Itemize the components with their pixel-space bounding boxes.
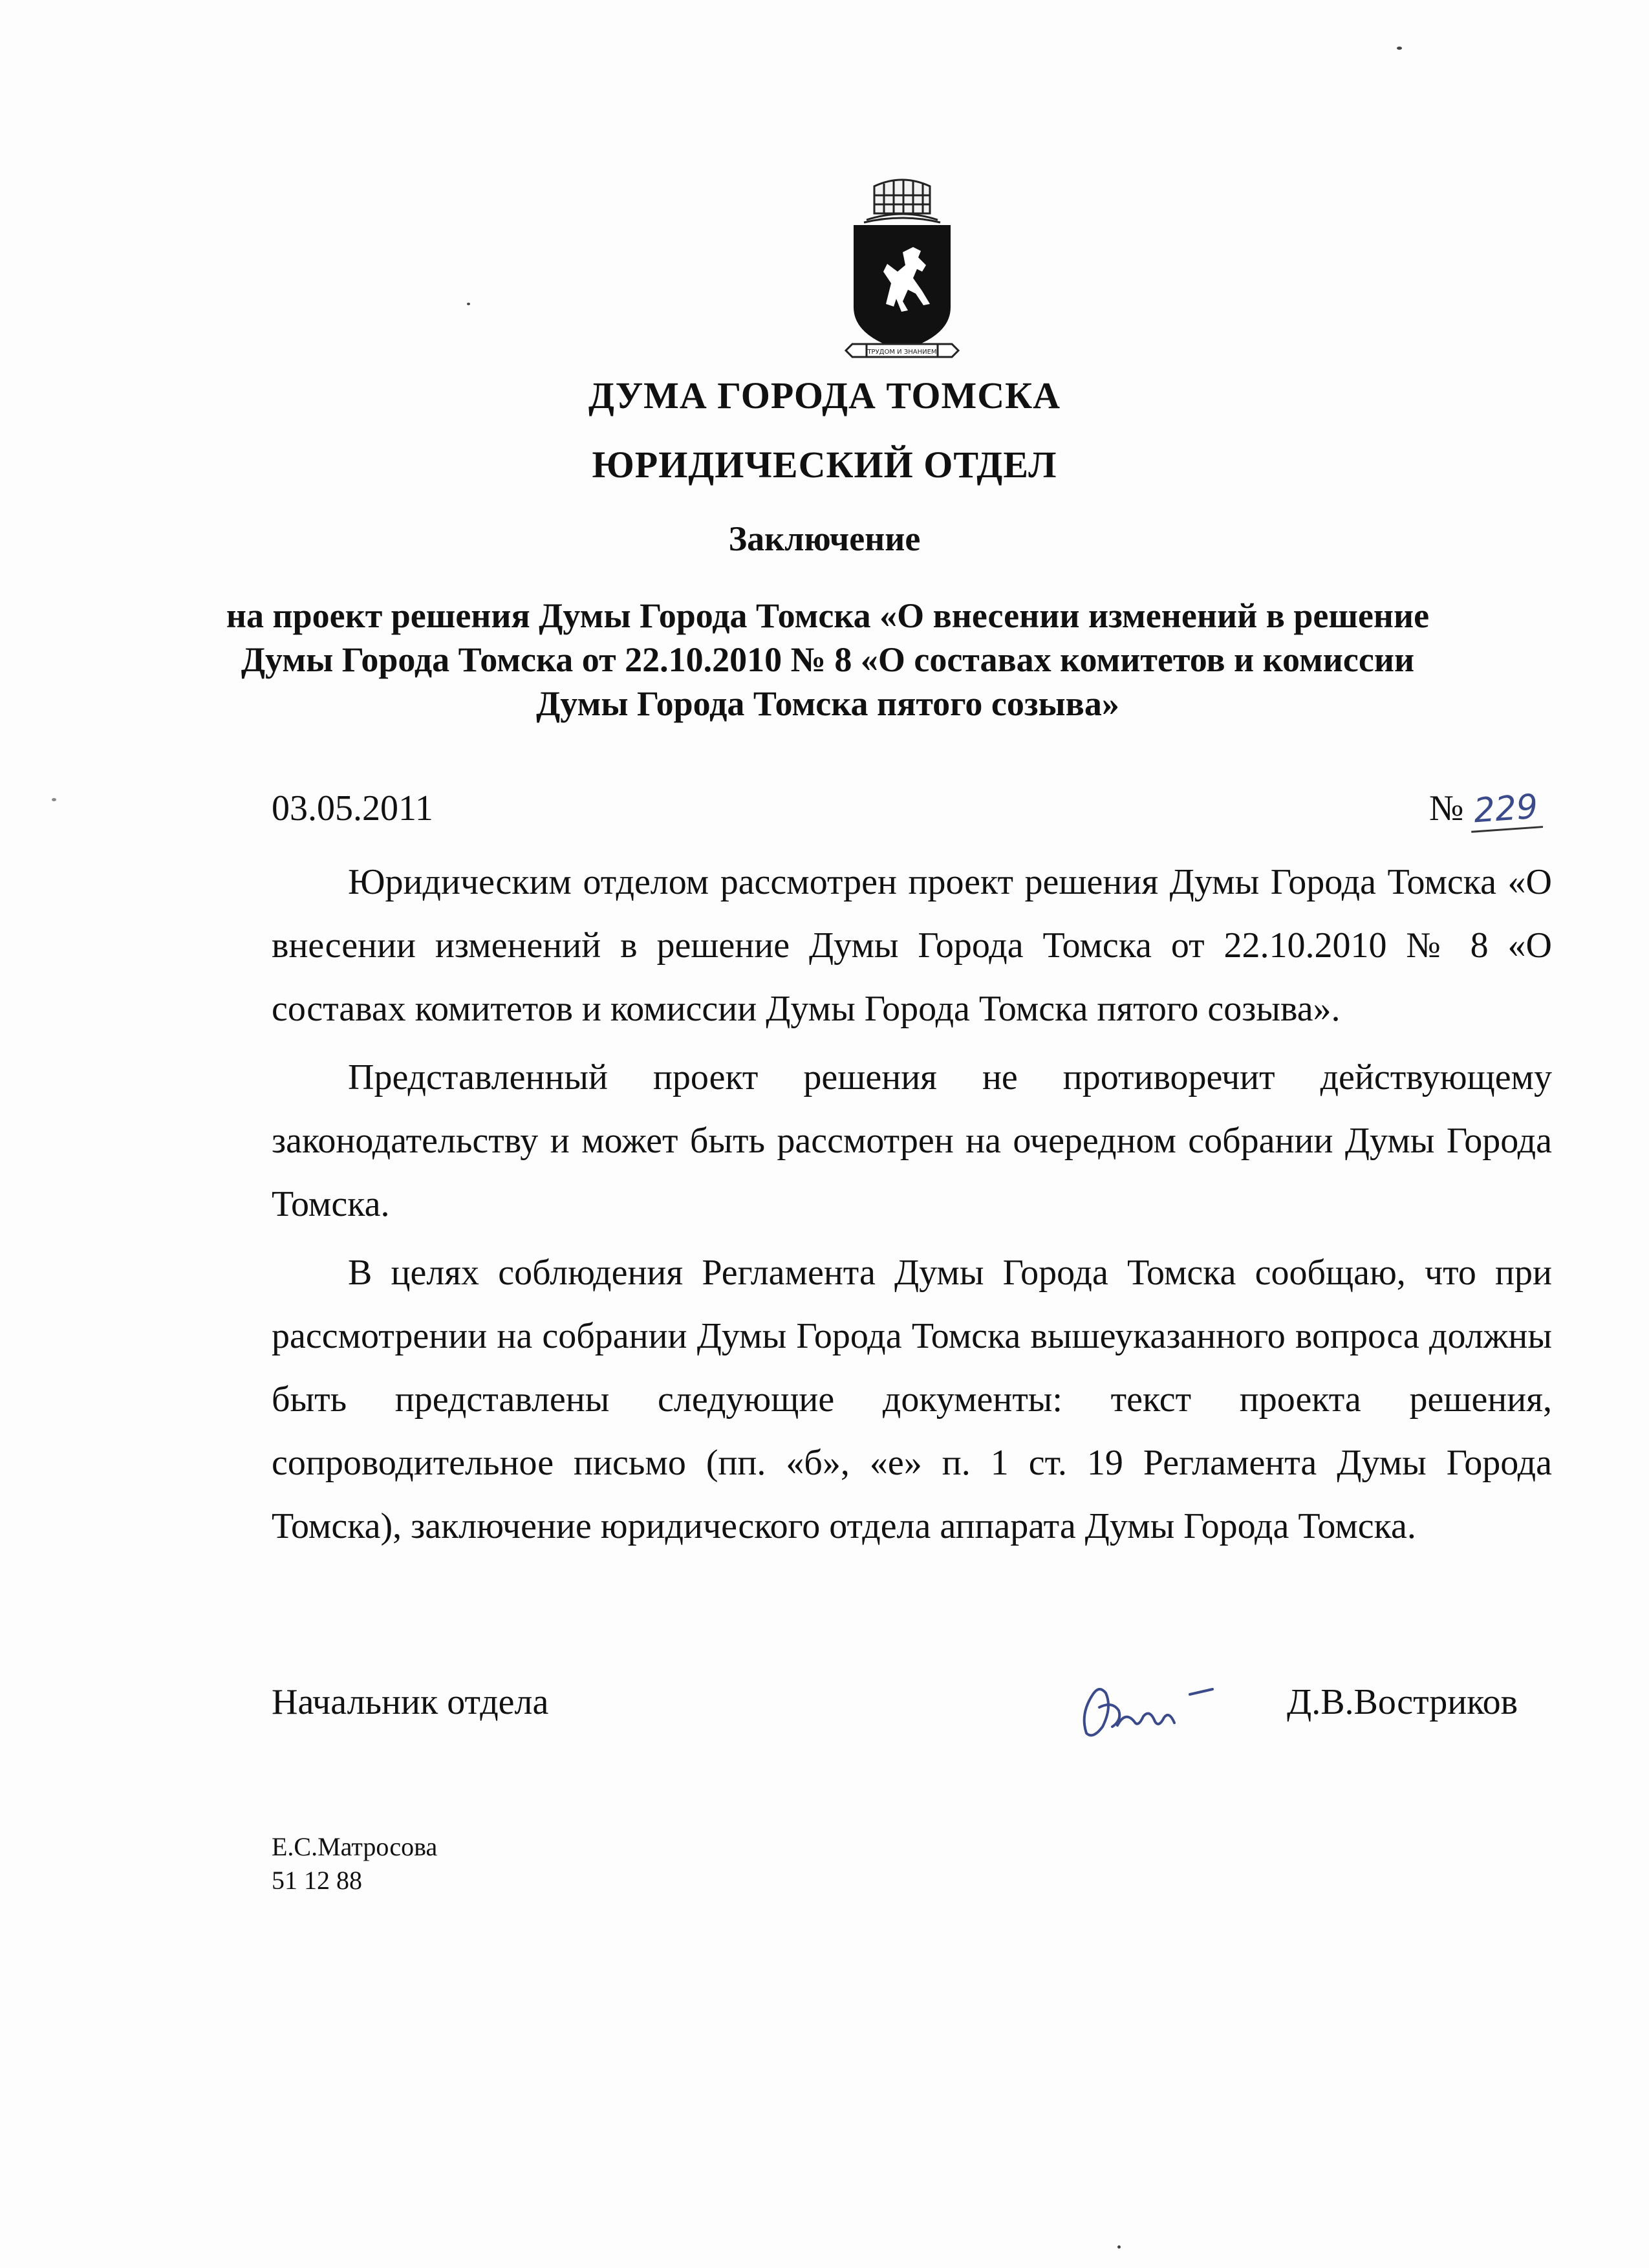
coat-of-arms-icon: [841, 175, 964, 375]
executor-name: Е.С.Матросова: [272, 1832, 438, 1861]
document-date: 03.05.2011: [272, 788, 433, 828]
scan-speck: [1397, 47, 1402, 50]
organization-title: ДУМА ГОРОДА ТОМСКА: [588, 374, 1061, 416]
handwritten-signature-icon: [1067, 1675, 1222, 1746]
body-paragraph: Юридическим отделом рассмотрен проект решения Думы Города Томска «О внесении изменений в решение Думы Города Томска от 22.10.2010 № 8 «О составах комитетов и комиссии Думы Города Томска пятого созыва».: [272, 862, 1552, 1029]
executor-phone: 51 12 88: [272, 1866, 362, 1895]
document-subject: на проект решения Думы Города Томска «О внесении изменений в решение Думы Города Томска от 22.10.2010 № 8 «О составах комитетов и комиссии Думы Города Томска пятого созыва»: [226, 596, 1430, 723]
scan-speck: [1117, 2245, 1121, 2249]
document-title: Заключение: [728, 519, 921, 558]
signatory-position: Начальник отдела: [272, 1682, 549, 1722]
scan-speck: [52, 798, 56, 801]
svg-text:ТРУДОМ И ЗНАНИЕМ: ТРУДОМ И ЗНАНИЕМ: [867, 349, 937, 356]
executor-contact: [272, 1830, 437, 1897]
department-title: ЮРИДИЧЕСКИЙ ОТДЕЛ: [592, 444, 1057, 486]
number-label: №: [1429, 788, 1464, 828]
document-number: [1429, 788, 1542, 830]
handwritten-number: 229: [1469, 787, 1543, 833]
scan-speck: [467, 303, 470, 305]
body-paragraph: Представленный проект решения не противоречит действующему законодательству и может быть рассмотрен на очередном собрании Думы Города Томска.: [272, 1057, 1552, 1224]
body-paragraph: В целях соблюдения Регламента Думы Города Томска сообщаю, что при рассмотрении на собрании Думы Города Томска вышеуказанного вопроса должны быть представлены следующие документы: текст проекта решения, сопроводительное письмо (пп. «б», «е» п. 1 ст. 19 Регламента Думы Города Томска), заключение юридического отдела аппарата Думы Города Томска.: [272, 1253, 1552, 1546]
signatory-name: Д.В.Востриков: [1287, 1682, 1518, 1722]
document-body: [272, 850, 1552, 1558]
